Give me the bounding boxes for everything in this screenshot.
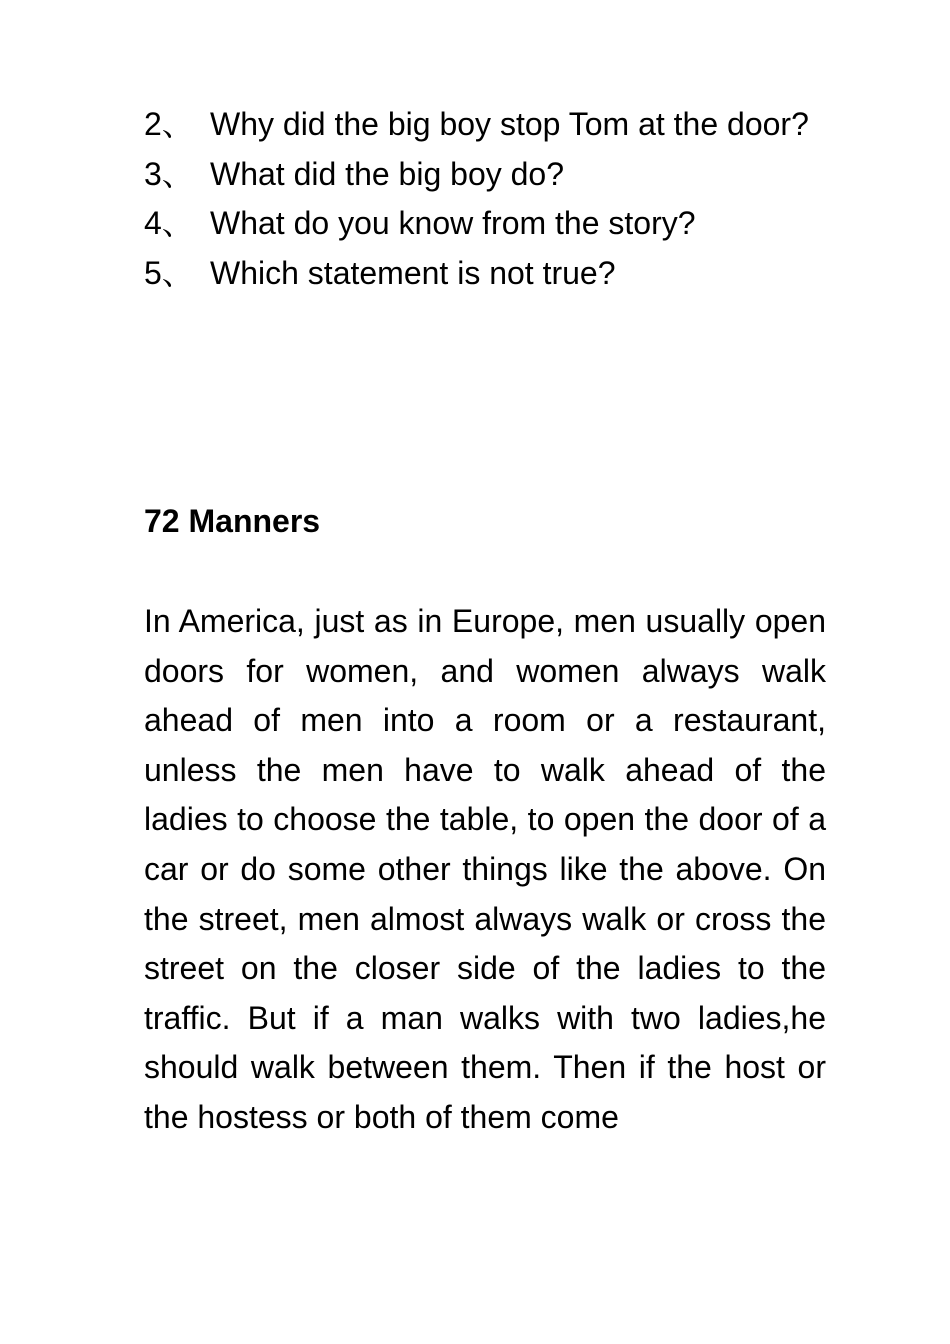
question-text: What did the big boy do? [210,155,565,192]
question-number: 3、 [144,155,194,192]
question-number: 4、 [144,205,194,242]
question-number: 5、 [144,254,194,291]
question-list [144,100,826,298]
question-item [144,249,826,299]
section-paragraph: In America, just as in Europe, men usually open doors for women, and women always walk ahead of men into a room or a restaurant, unless the men have to walk ahead of the ladies to choose the table, to open the door of a car or do some other things like the above. On the street, men almost always walk or cross the street on the closer side of the ladies to the traffic. But if a man walks with two ladies,he should walk between them. Then if the host or the hostess or both of them come [144,603,826,1135]
question-item [144,199,826,249]
question-text: Which statement is not true? [210,254,616,291]
question-text: What do you know from the story? [210,205,696,242]
question-item [144,150,826,200]
question-text: Why did the big boy stop Tom at the door? [210,106,809,142]
question-number: 2、 [144,106,194,142]
section-title: 72 Manners [144,503,321,539]
question-item [144,100,826,150]
